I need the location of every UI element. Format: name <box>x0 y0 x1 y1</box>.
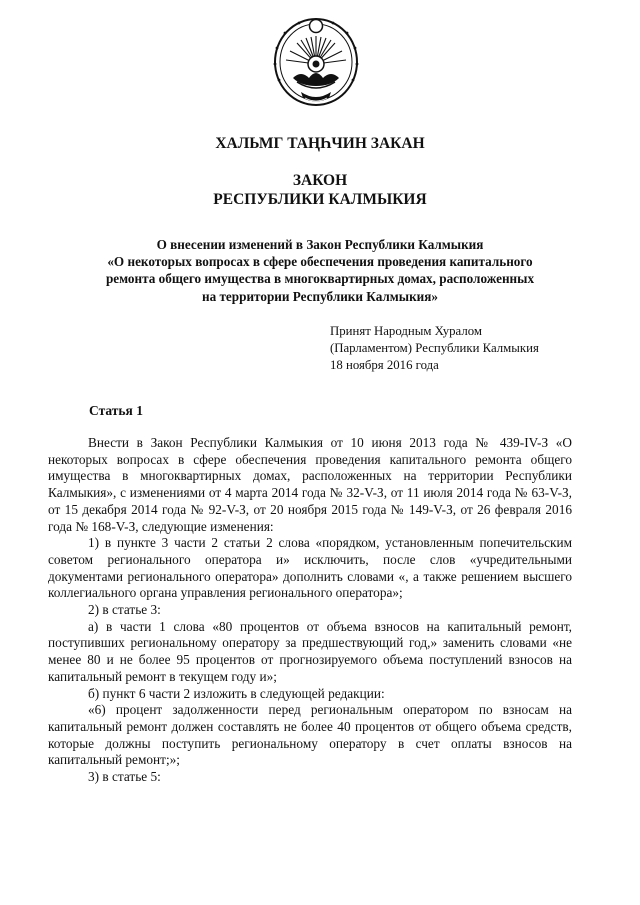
article-body <box>48 435 572 786</box>
title-kalmyk: ХАЛЬМГ ТАҢҺЧИН ЗАКАН <box>215 135 425 152</box>
paragraph: 1) в пункте 3 части 2 статьи 2 слова «порядком, установленным попечительским советом регионального оператора и» исключить, после слов «учредительными документами регионального оператора» дополнить словами «, а также решением высшего коллегиального органа управления регионального оператора»; <box>48 535 572 601</box>
title-republic: РЕСПУБЛИКИ КАЛМЫКИЯ <box>213 191 427 208</box>
coat-of-arms-emblem <box>271 12 361 108</box>
title-law: ЗАКОН <box>292 172 348 189</box>
law-title-line: ремонта общего имущества в многоквартирных домах, расположенных <box>105 271 535 287</box>
law-title-line: на территории Республики Калмыкия» <box>201 288 439 304</box>
paragraph: Внести в Закон Республики Калмыкия от 10 июня 2013 года № 439-IV-З «О некоторых вопросах в сфере обеспечения проведения капитального ремонта общего имущества в многоквартирных домах, расположенных на территории Республики Калмыкия», с изменениями от 4 марта 2014 года № 32-V-З, от 11 июля 2014 года № 63-V-З, от 15 декабря 2014 года № 92-V-З, от 20 ноября 2015 года № 149-V-З, от 26 февраля 2016 года № 168-V-З, следующие изменения: <box>48 435 572 534</box>
adoption-line: (Парламентом) Республики Калмыкия <box>330 341 539 355</box>
paragraph: а) в части 1 слова «80 процентов от объема взносов на капитальный ремонт, поступивших региональному оператору за предшествующий год,» заменить словами «не менее 80 и не более 95 процентов от прогнозируемого объема поступлений взносов на капитальный ремонт в текущем году и»; <box>48 618 572 684</box>
paragraph: «6) процент задолженности перед региональным оператором по взносам на капитальный ремонт должен составлять не более 40 процентов от общего объема средств, которые должны поступить региональному оператору в счет оплаты взносов на капитальный ремонт;»; <box>48 702 572 768</box>
article-title: Статья 1 <box>89 403 143 418</box>
paragraph: 2) в статье 3: <box>88 602 161 618</box>
adoption-line: Принят Народным Хуралом <box>330 324 482 338</box>
adoption-date: 18 ноября 2016 года <box>330 358 439 372</box>
paragraph: б) пункт 6 части 2 изложить в следующей редакции: <box>88 685 385 701</box>
emblem-icon <box>271 12 361 108</box>
law-title-line: О внесении изменений в Закон Республики Калмыкия <box>156 237 484 252</box>
law-title <box>60 236 580 305</box>
paragraph: 3) в статье 5: <box>88 769 161 785</box>
law-title-line: «О некоторых вопросах в сфере обеспечения проведения капитального <box>107 254 533 270</box>
adoption-note <box>330 323 590 374</box>
